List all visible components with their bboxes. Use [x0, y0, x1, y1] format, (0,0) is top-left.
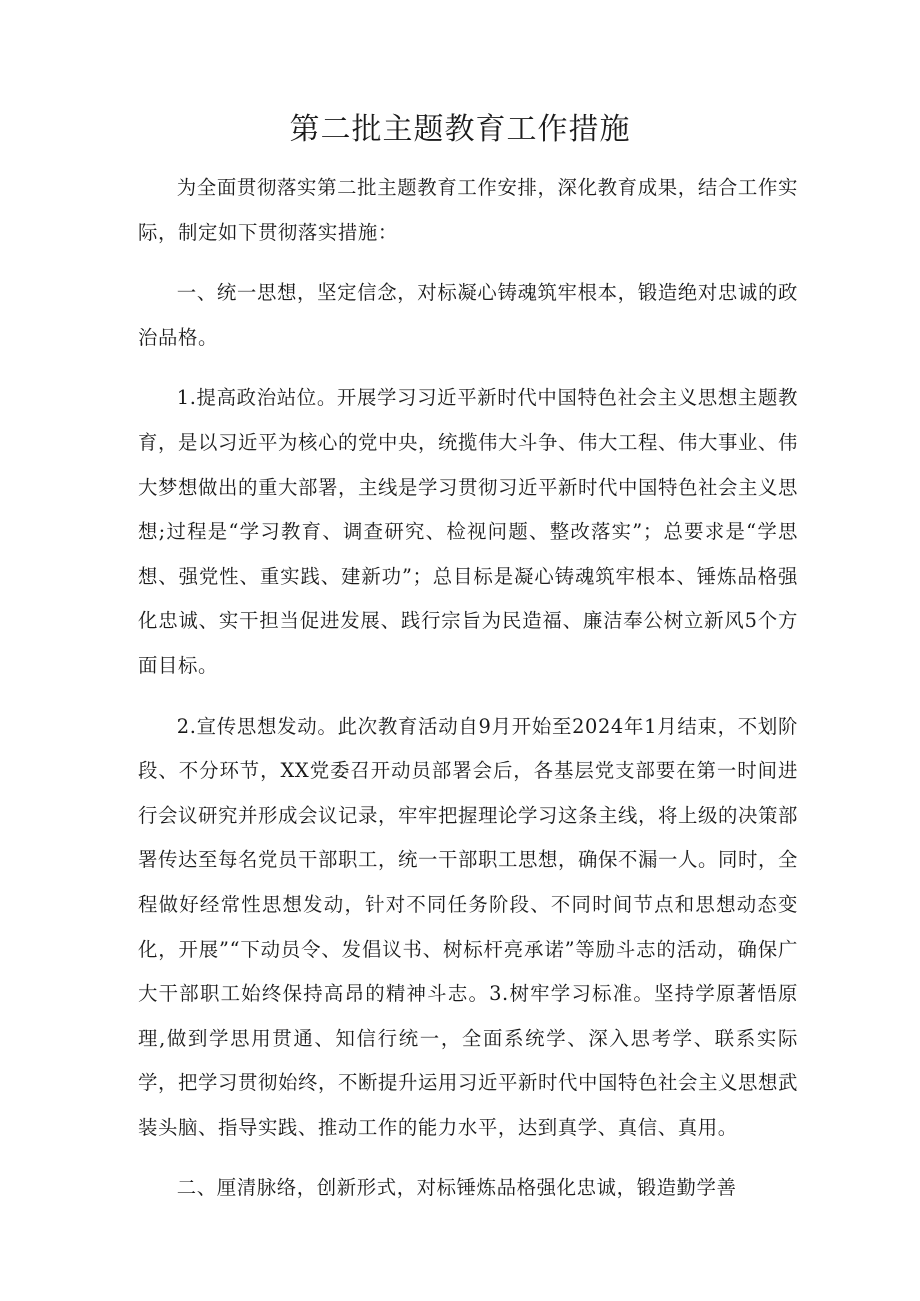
section-heading-2: 二、厘清脉络，创新形式，对标锤炼品格强化忠诚，锻造勤学善	[176, 1176, 737, 1200]
section-heading-1: 一、统一思想，坚定信念，对标凝心铸魂筑牢根本，锻造绝对忠诚的政治品格。	[138, 281, 798, 349]
document-title: 第二批主题教育工作措施	[289, 112, 631, 147]
item-paragraph-1: 1.提高政治站位。开展学习习近平新时代中国特色社会主义思想主题教育，是以习近平为核心的党中央，统揽伟大斗争、伟大工程、伟大事业、伟大梦想做出的重大部署，主线是学习贯彻习近平新时代中国特色社会主义思想;过程是“学习教育、调查研究、检视问题、整改落实”；总要求是“学思想、强党性、重实践、建新功”；总目标是凝心铸魂筑牢根本、锤炼品格强化忠诚、实干担当促进发展、践行宗旨为民造福、廉洁奉公树立新风5个方面目标。	[138, 386, 798, 677]
item-paragraph-2: 2.宣传思想发动。此次教育活动自9月开始至2024年1月结束，不划阶段、不分环节，XX党委召开动员部署会后，各基层党支部要在第一时间进行会议研究并形成会议记录，牢牢把握理论学习这条主线，将上级的决策部署传达至每名党员干部职工，统一干部职工思想，确保不漏一人。同时，全程做好经常性思想发动，针对不同任务阶段、不同时间节点和思想动态变化，开展”“下动员令、发倡议书、树标杆亮承诺”等励斗志的活动，确保广大干部职工始终保持高昂的精神斗志。3.树牢学习标准。坚持学原著悟原理,做到学思用贯通、知信行统一，全面系统学、深入思考学、联系实际学，把学习贯彻始终，不断提升运用习近平新时代中国特色社会主义思想武装头脑、指导实践、推动工作的能力水平，达到真学、真信、真用。	[138, 714, 798, 1139]
document-body	[138, 166, 798, 1211]
intro-paragraph: 为全面贯彻落实第二批主题教育工作安排，深化教育成果，结合工作实际，制定如下贯彻落实措施：	[138, 176, 798, 244]
